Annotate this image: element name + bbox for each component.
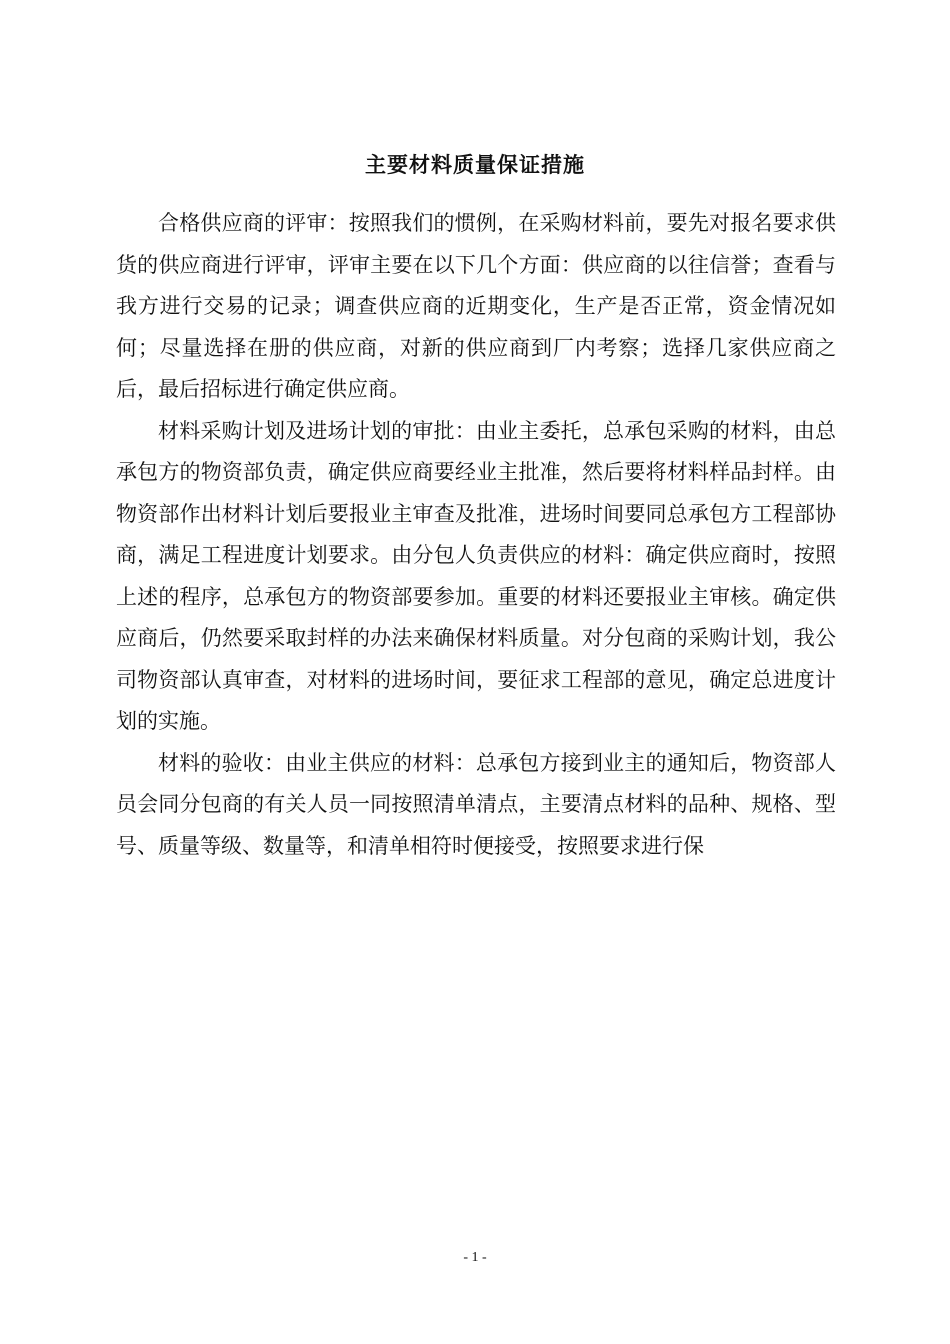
paragraph-procurement-plan: 材料采购计划及进场计划的审批：由业主委托，总承包采购的材料，由总承包方的物资部负责，确定供应商要经业主批准，然后要将材料样品封样。由物资部作出材料计划后要报业主审查及批准，进场时间要同总承包方工程部协商，满足工程进度计划要求。由分包人负责供应的材料：确定供应商时，按照上述的程序，总承包方的物资部要参加。重要的材料还要报业主审核。确定供应商后，仍然要采取封样的办法来确保材料质量。对分包商的采购计划，我公司物资部认真审查，对材料的进场时间，要征求工程部的意见，确定总进度计划的实施。 <box>116 418 836 733</box>
paragraph-material-acceptance: 材料的验收：由业主供应的材料：总承包方接到业主的通知后，物资部人员会同分包商的有关人员一同按照清单清点，主要清点材料的品种、规格、型号、质量等级、数量等，和清单相符时便接受，按照要求进行保 <box>116 750 836 858</box>
page-number: - 1 - <box>463 1250 487 1265</box>
paragraph-supplier-evaluation: 合格供应商的评审：按照我们的惯例，在采购材料前，要先对报名要求供货的供应商进行评审，评审主要在以下几个方面：供应商的以往信誉；查看与我方进行交易的记录；调查供应商的近期变化，生产是否正常，资金情况如何；尽量选择在册的供应商，对新的供应商到厂内考察；选择几家供应商之后，最后招标进行确定供应商。 <box>116 211 836 401</box>
document-title: 主要材料质量保证措施 <box>365 153 585 177</box>
document-body <box>116 203 836 867</box>
